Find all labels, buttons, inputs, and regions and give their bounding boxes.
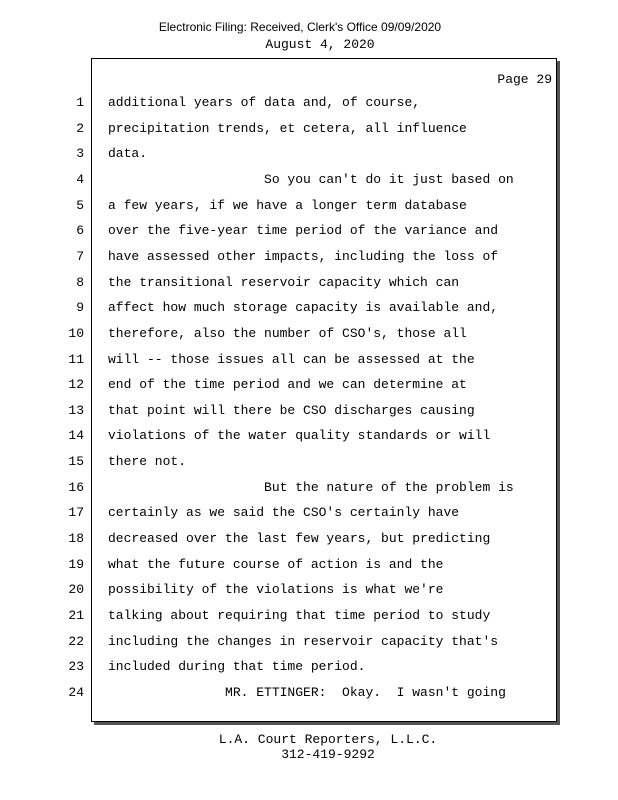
transcript-line: MR. ETTINGER: Okay. I wasn't going [108, 685, 506, 700]
line-number: 21 [68, 608, 84, 623]
transcript-line: included during that time period. [108, 659, 366, 674]
transcript-line: a few years, if we have a longer term database [108, 198, 467, 213]
filing-stamp: Electronic Filing: Received, Clerk's Office 09/09/2020 [158, 20, 442, 34]
transcript-line: But the nature of the problem is [108, 480, 514, 495]
line-number: 2 [76, 121, 84, 136]
transcript-line: certainly as we said the CSO's certainly have [108, 505, 460, 520]
line-number: 1 [76, 95, 84, 110]
line-number: 23 [68, 659, 84, 674]
line-number: 16 [68, 480, 84, 495]
transcript-line: the transitional reservoir capacity which can [108, 275, 460, 290]
transcript-line: what the future course of action is and the [108, 557, 444, 572]
transcript-line: violations of the water quality standards or will [108, 428, 491, 443]
transcript-line: data. [108, 146, 148, 161]
line-number: 24 [68, 685, 84, 700]
line-number: 18 [68, 531, 84, 546]
transcript-line: precipitation trends, et cetera, all influence [108, 121, 467, 136]
line-number: 3 [76, 146, 84, 161]
page-number: Page 29 [497, 72, 552, 87]
transcript-line: decreased over the last few years, but predicting [108, 531, 491, 546]
line-number: 6 [76, 223, 84, 238]
transcript-line: there not. [108, 454, 187, 469]
line-number: 19 [68, 557, 84, 572]
transcript-line: will -- those issues all can be assessed at the [108, 352, 475, 367]
transcript-line: have assessed other impacts, including the loss of [108, 249, 499, 264]
line-number: 9 [76, 300, 84, 315]
line-number: 20 [68, 582, 84, 597]
line-number: 13 [68, 403, 84, 418]
transcript-line: additional years of data and, of course, [108, 95, 421, 110]
line-number: 4 [76, 172, 84, 187]
transcript-line: that point will there be CSO discharges causing [108, 403, 475, 418]
line-number: 17 [68, 505, 84, 520]
transcript-line: talking about requiring that time period to study [108, 608, 491, 623]
hearing-date: August 4, 2020 [265, 37, 375, 52]
line-number: 11 [68, 352, 84, 367]
line-number: 8 [76, 275, 84, 290]
transcript-line: affect how much storage capacity is available and, [108, 300, 499, 315]
transcript-line: therefore, also the number of CSO's, those all [108, 326, 467, 341]
transcript-line: including the changes in reservoir capacity that's [108, 634, 499, 649]
line-number: 12 [68, 377, 84, 392]
line-number: 15 [68, 454, 84, 469]
transcript-line: So you can't do it just based on [108, 172, 514, 187]
transcript-line: over the five-year time period of the variance and [108, 223, 499, 238]
transcript-line: possibility of the violations is what we're [108, 582, 444, 597]
transcript-line: end of the time period and we can determine at [108, 377, 467, 392]
line-number: 14 [68, 428, 84, 443]
court-reporter-name: L.A. Court Reporters, L.L.C. [218, 732, 438, 747]
court-reporter-phone: 312-419-9292 [281, 747, 375, 762]
line-number: 5 [76, 198, 84, 213]
line-number: 10 [68, 326, 84, 341]
line-number: 22 [68, 634, 84, 649]
line-number: 7 [76, 249, 84, 264]
